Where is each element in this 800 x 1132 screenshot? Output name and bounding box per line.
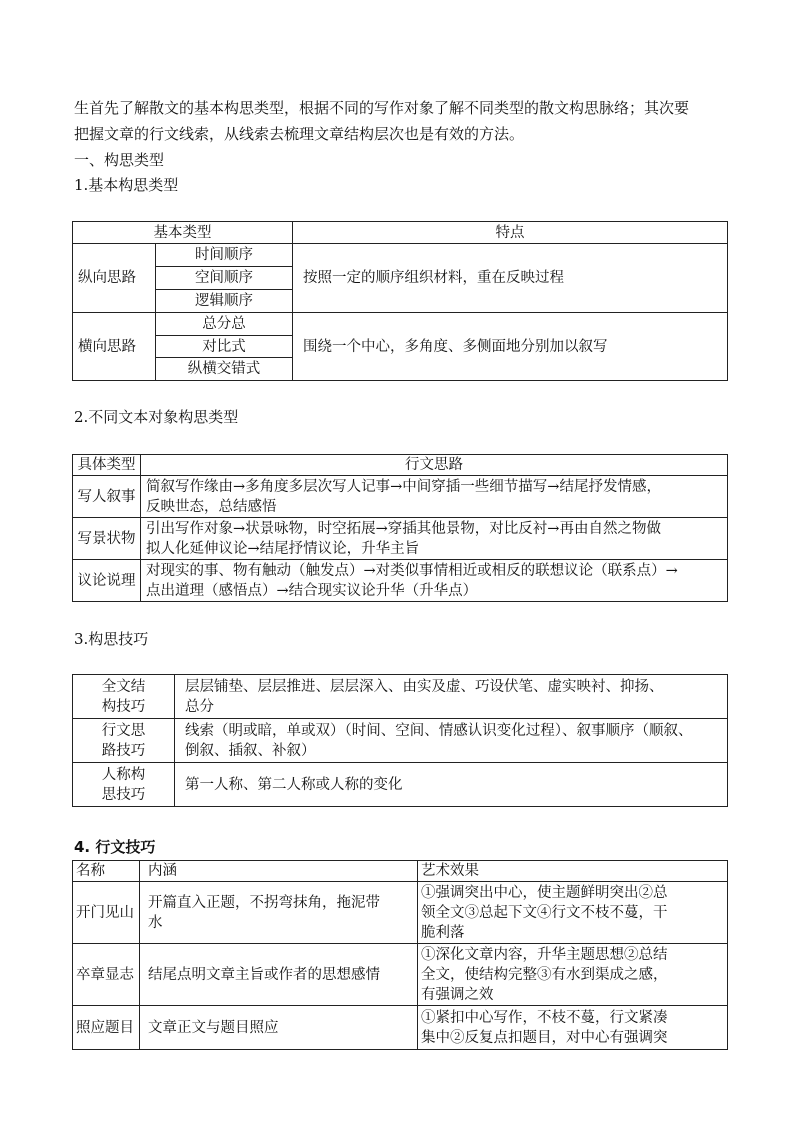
table1-group-name: 纵向思路 [73,244,156,313]
table1-feature: 围绕一个中心，多角度、多侧面地分别加以叙写 [293,313,728,381]
table3-name-line: 思技巧 [101,786,146,803]
table3-desc-line: 倒叙、插叙、补叙） [185,742,316,759]
table4-effect-line: ①深化文章内容，升华主题思想②总结 [421,946,668,963]
table3-name-line: 构技巧 [101,698,146,715]
table3-name-line: 全文结 [101,678,146,695]
table4-effect-line: 全文，使结构完整③有水到渠成之感， [421,966,668,983]
intro-line-2: 把握文章的行文线索，从线索去梳理文章结构层次也是有效的方法。 [74,125,525,143]
table4-name: 照应题目 [73,1006,140,1050]
table4-meaning-line: 结尾点明文章主旨或作者的思想感情 [140,944,418,1006]
subsection-1-title: 1.基本构思类型 [74,176,179,194]
writing-skills-table [72,860,728,1050]
table4-effect-line: ①紧扣中心写作，不枝不蔓，行文紧凑 [421,1009,668,1026]
table1-item: 纵横交错式 [156,358,293,381]
table2-type: 议论说理 [73,560,141,602]
table1-item: 逻辑顺序 [156,290,293,313]
table4-effect-line: 领全文③总起下文④行文不枝不蔓，干 [421,904,668,921]
table1-header-type: 基本类型 [73,222,293,244]
table3-desc-line: 线索（明或暗，单或双）（时间、空间、情感认识变化过程）、叙事顺序（顺叙、 [185,722,693,739]
table2-approach-line: 简叙写作缘由→多角度多层次写人记事→中间穿插一些细节描写→结尾抒发情感， [146,478,661,495]
subsection-2-title: 2.不同文本对象构思类型 [74,408,239,426]
table3-name-line: 路技巧 [101,742,146,759]
table4-effect-line: 有强调之效 [421,986,494,1003]
table1-item: 时间顺序 [156,244,293,267]
text-types-table [72,454,728,602]
table2-type: 写人叙事 [73,476,141,518]
table1-item: 总分总 [156,313,293,336]
table4-effect-line: 脆利落 [421,924,465,941]
table1-item: 空间顺序 [156,267,293,290]
table2-approach-line: 反映世态，总结感悟 [146,498,277,515]
table4-header-meaning: 内涵 [140,861,418,882]
table1-item: 对比式 [156,336,293,358]
table2-header-type: 具体类型 [73,455,141,476]
techniques-table [72,674,728,807]
table1-feature: 按照一定的顺序组织材料，重在反映过程 [293,244,728,313]
table3-desc-line: 总分 [185,698,214,715]
table1-group-name: 横向思路 [73,313,156,381]
table1-header-feature: 特点 [293,222,728,244]
table3-name-line: 人称构 [101,766,146,783]
table4-effect-line: ①强调突出中心，使主题鲜明突出②总 [421,884,668,901]
table2-approach-line: 拟人化延伸议论→结尾抒情议论，升华主旨 [146,540,420,557]
table4-name: 卒章显志 [73,944,140,1006]
table4-name: 开门见山 [73,882,140,944]
section-title: 一、构思类型 [74,151,165,169]
subsection-3-title: 3.构思技巧 [74,630,149,648]
table2-approach-line: 点出道理（感悟点）→结合现实议论升华（升华点） [146,582,478,599]
table2-approach-line: 对现实的事、物有触动（触发点）→对类似事情相近或相反的联想议论（联系点）→ [146,562,678,579]
table4-meaning-line: 开篇直入正题，不拐弯抹角，拖泥带 [148,894,380,911]
table4-header-effect: 艺术效果 [418,861,728,882]
table3-desc-line: 层层铺垫、层层推进、层层深入、由实及虚、巧设伏笔、虚实映衬、抑扬、 [185,678,664,695]
table4-effect-line: 集中②反复点扣题目，对中心有强调突 [421,1029,668,1046]
table2-header-approach: 行文思路 [141,455,728,476]
table4-meaning-line: 文章正文与题目照应 [140,1006,418,1050]
table4-header-name: 名称 [73,861,140,882]
intro-line-1: 生首先了解散文的基本构思类型，根据不同的写作对象了解不同类型的散文构思脉络；其次要 [74,99,690,117]
table4-meaning-line: 水 [148,914,163,931]
table3-name-line: 行文思 [101,722,146,739]
table2-approach-line: 引出写作对象→状景咏物，时空拓展→穿插其他景物，对比反衬→再由自然之物做 [146,520,661,537]
table2-type: 写景状物 [73,518,141,560]
subsection-4-title: 4. 行文技巧 [74,838,156,856]
table3-desc-line: 第一人称、第二人称或人称的变化 [185,776,403,793]
basic-types-table [72,221,728,381]
